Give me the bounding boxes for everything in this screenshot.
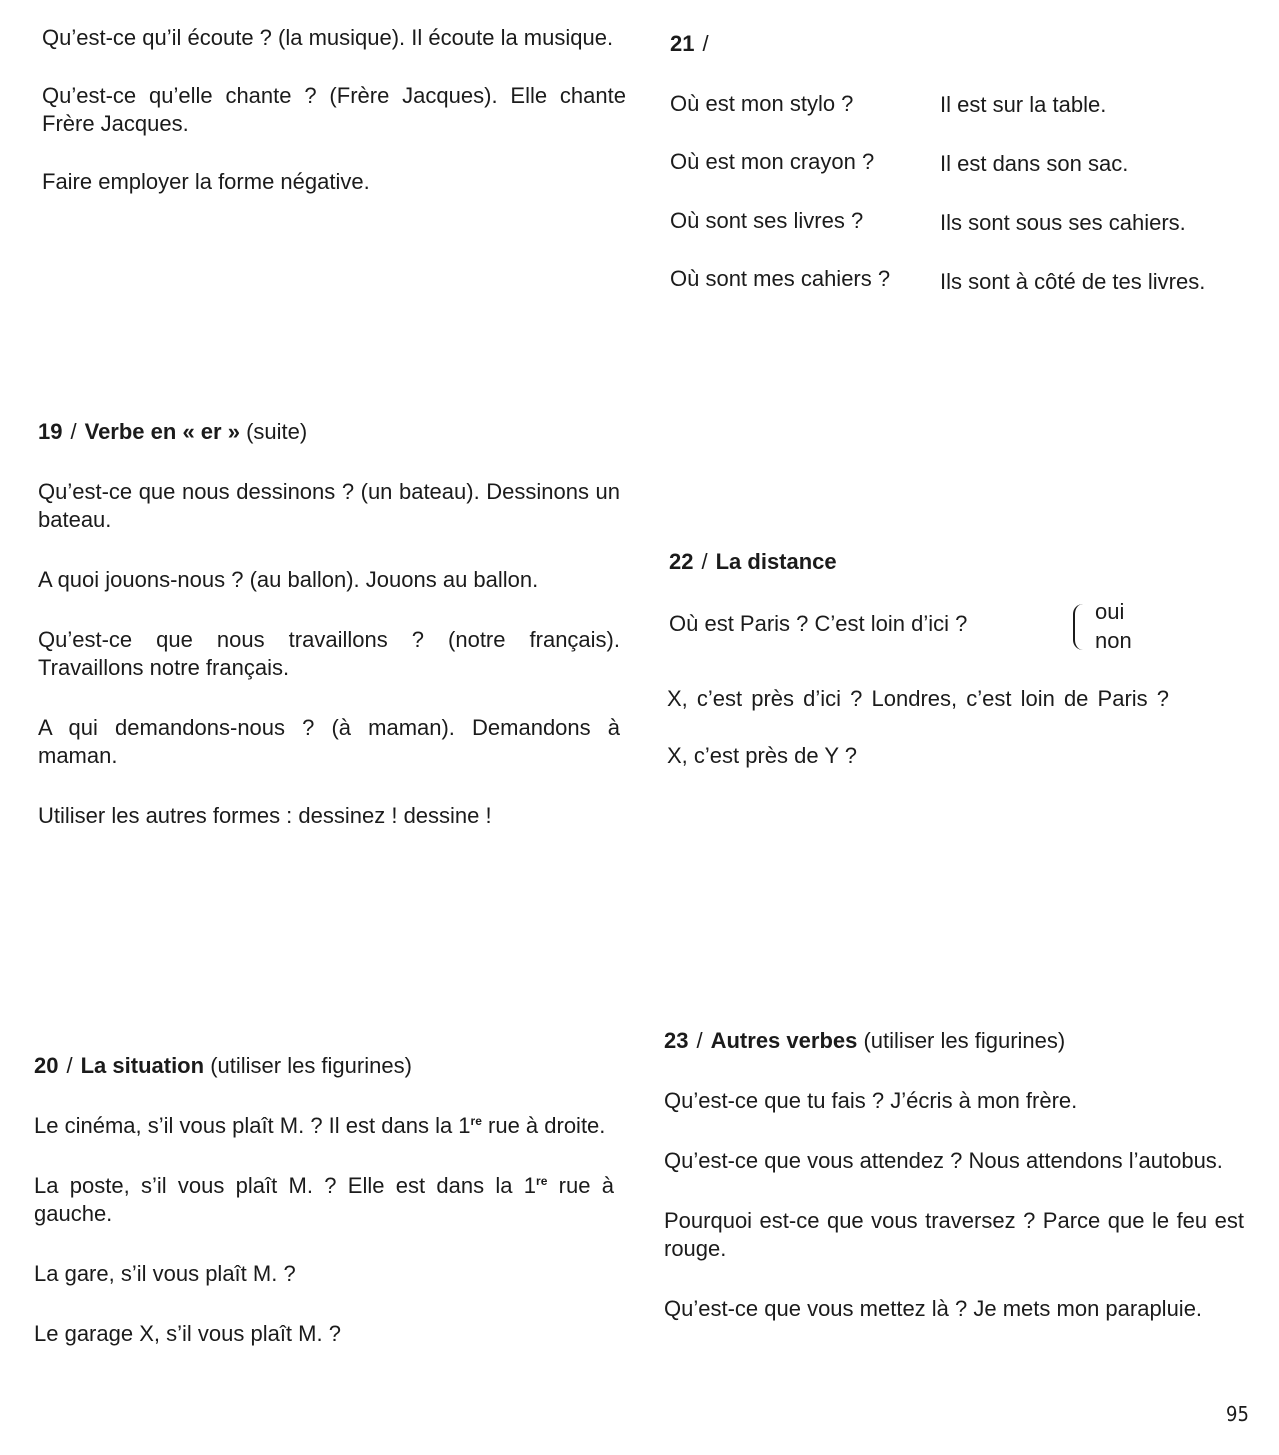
section-21-number: 21 <box>670 31 695 56</box>
section-20-paragraph-4: Le garage X, s’il vous plaît M. ? <box>34 1321 341 1346</box>
section-22-question-2: X, c’est près d’ici ? Londres, c’est loin de Paris ? <box>667 686 1170 711</box>
section-21-question-4: Où sont mes cahiers ? <box>670 266 891 291</box>
section-19-title: Verbe en « er » <box>84 419 240 444</box>
section-19-paragraph-4: A qui demandons-nous ? (à maman). Demandons à maman. <box>38 715 620 768</box>
section-21-answer-1: Il est sur la table. <box>940 92 1107 117</box>
section-21-answer-3: Ils sont sous ses cahiers. <box>940 210 1186 235</box>
section-20-paragraph-2-start: La poste, s’il vous plaît M. ? Elle est dans la 1 <box>34 1173 537 1198</box>
section-19-number: 19 <box>38 419 63 444</box>
section-20 <box>34 1052 614 1348</box>
ordinal-superscript: re <box>536 1174 548 1188</box>
intro-paragraph-3: Faire employer la forme négative. <box>42 169 370 194</box>
section-22 <box>669 548 1259 788</box>
section-23-heading <box>664 1027 1244 1055</box>
ordinal-superscript: re <box>470 1114 482 1128</box>
section-22-title: La distance <box>715 549 837 574</box>
section-22-question-1: Où est Paris ? C’est loin d’ici ? <box>669 611 968 636</box>
section-23-note: (utiliser les figurines) <box>863 1028 1066 1053</box>
section-19-paragraph-3: Qu’est-ce que nous travaillons ? (notre français). Travaillons notre français. <box>38 627 620 680</box>
section-19-note: (suite) <box>246 419 308 444</box>
section-19-paragraph-1: Qu’est-ce que nous dessinons ? (un bateau). Dessinons un bateau. <box>38 479 620 532</box>
section-23-paragraph-2: Qu’est-ce que vous attendez ? Nous attendons l’autobus. <box>664 1148 1223 1173</box>
section-20-title: La situation <box>80 1053 205 1078</box>
section-19-heading <box>38 418 620 446</box>
section-23-paragraph-3: Pourquoi est-ce que vous traversez ? Parce que le feu est rouge. <box>664 1208 1244 1261</box>
section-22-slash: / <box>701 549 708 574</box>
section-19-paragraph-5: Utiliser les autres formes : dessinez ! dessine ! <box>38 803 492 828</box>
section-20-paragraph-2 <box>34 1172 614 1228</box>
brace-icon <box>1073 604 1085 650</box>
section-20-paragraph-3: La gare, s’il vous plaît M. ? <box>34 1261 296 1286</box>
section-23-title: Autres verbes <box>710 1028 858 1053</box>
section-20-paragraph-2-end: rue à gauche. <box>34 1173 614 1226</box>
section-20-slash: / <box>66 1053 73 1078</box>
section-21-slash: / <box>702 31 709 56</box>
intro-paragraph-2: Qu’est-ce qu’elle chante ? (Frère Jacques). Elle chante Frère Jacques. <box>42 83 626 136</box>
section-22-heading <box>669 548 1259 576</box>
section-23-paragraph-1: Qu’est-ce que tu fais ? J’écris à mon frère. <box>664 1088 1078 1113</box>
section-19-paragraph-2: A quoi jouons-nous ? (au ballon). Jouons au ballon. <box>38 567 539 592</box>
section-22-option-oui: oui <box>1095 599 1125 624</box>
section-20-note: (utiliser les figurines) <box>210 1053 412 1078</box>
section-21-question-3: Où sont ses livres ? <box>670 208 864 233</box>
section-23-slash: / <box>696 1028 703 1053</box>
section-21 <box>670 30 1260 310</box>
section-21-question-2: Où est mon crayon ? <box>670 149 875 174</box>
section-20-paragraph-1-end: rue à droite. <box>481 1113 606 1138</box>
section-22-number: 22 <box>669 549 694 574</box>
section-22-question-3: X, c’est près de Y ? <box>667 743 857 768</box>
section-20-paragraph-1-start: Le cinéma, s’il vous plaît M. ? Il est dans la 1 <box>34 1113 471 1138</box>
section-23 <box>664 1027 1244 1323</box>
section-21-heading <box>670 30 1260 58</box>
section-23-number: 23 <box>664 1028 689 1053</box>
section-23-paragraph-4: Qu’est-ce que vous mettez là ? Je mets mon parapluie. <box>664 1296 1203 1321</box>
intro-paragraph-1: Qu’est-ce qu’il écoute ? (la musique). Il écoute la musique. <box>42 25 614 50</box>
section-22-option-non: non <box>1095 628 1132 653</box>
section-20-paragraph-1 <box>34 1112 614 1140</box>
page-number: 95 <box>1226 1402 1249 1426</box>
section-21-answer-2: Il est dans son sac. <box>940 151 1129 176</box>
section-20-number: 20 <box>34 1053 59 1078</box>
section-19 <box>38 418 620 830</box>
section-19-slash: / <box>70 419 77 444</box>
intro-section <box>42 24 626 196</box>
section-21-question-1: Où est mon stylo ? <box>670 91 854 116</box>
section-21-answer-4: Ils sont à côté de tes livres. <box>940 269 1206 294</box>
section-20-heading <box>34 1052 614 1080</box>
